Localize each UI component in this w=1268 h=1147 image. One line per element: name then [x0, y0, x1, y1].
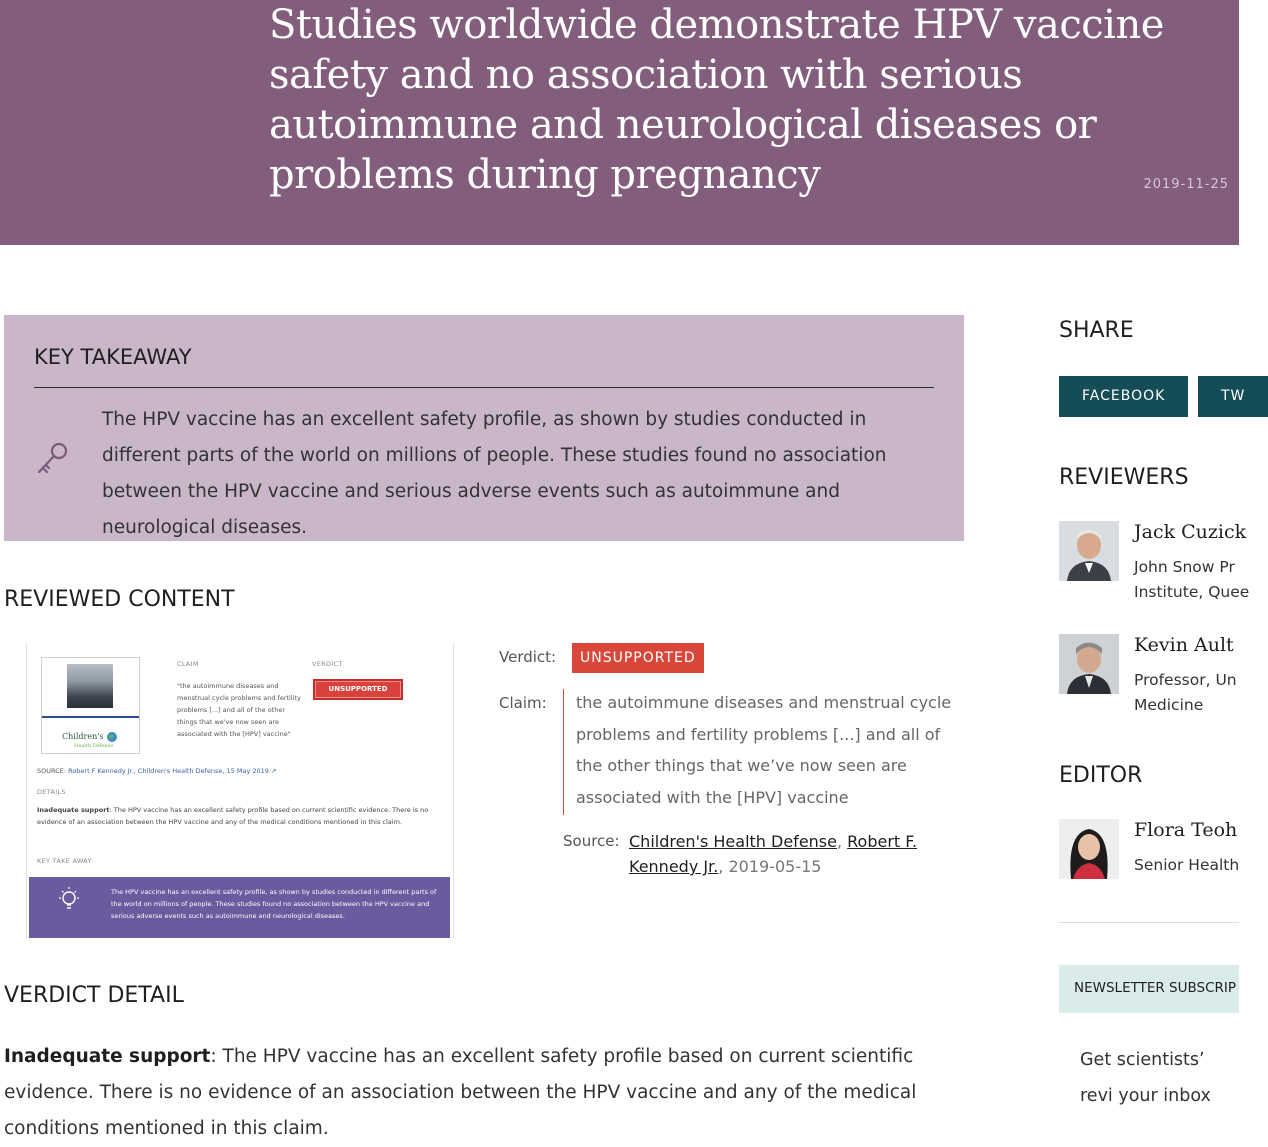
external-link-icon: ↗ — [271, 767, 277, 775]
article-date: 2019-11-25 — [1143, 177, 1229, 192]
thumb-details-bold: Inadequate support — [37, 806, 110, 814]
verdict-detail-bold: Inadequate support — [4, 1046, 211, 1067]
article-title: Studies worldwide demonstrate HPV vaccine safety and no association with serious autoimmune and neurological diseases or problems during pregnancy — [269, 2, 1164, 198]
source-date: , 2019-05-15 — [718, 857, 822, 876]
newsletter-description: Get scientists’ revi your inbox — [1080, 1050, 1211, 1106]
reviewer-avatar — [1059, 521, 1119, 581]
verdict-badge: UNSUPPORTED — [572, 643, 704, 673]
key-takeaway-text: The HPV vaccine has an excellent safety profile, as shown by studies conducted in different parts of the world on millions of people. These studies found no association between the HPV vaccine and serious adverse events such as autoimmune and neurological diseases. — [102, 409, 887, 538]
thumb-verdict-badge: UNSUPPORTED — [313, 679, 403, 700]
key-takeaway-heading: KEY TAKEAWAY — [34, 345, 192, 369]
claimant-photo — [67, 664, 113, 708]
globe-icon — [106, 731, 118, 743]
editor-heading: EDITOR — [1059, 763, 1143, 788]
thumb-banner-text: The HPV vaccine has an excellent safety profile, as shown by studies conducted in different parts of the world on millions of people. These studies found no association between the HPV vaccine and serious adverse events such as autoimmune and neurological diseases. — [111, 888, 437, 920]
divider — [42, 716, 139, 718]
key-takeaway-box — [4, 315, 964, 541]
thumb-key-takeaway-label: KEY TAKE AWAY — [37, 857, 92, 865]
source-logo — [62, 731, 118, 749]
newsletter-label: NEWSLETTER SUBSCRIP — [1074, 980, 1237, 996]
thumb-source-text: Robert F Kennedy Jr., Children's Health Defense, 15 May 2019 — [68, 767, 269, 775]
article-header — [0, 0, 1239, 245]
logo-subtext: Health Defense — [74, 743, 114, 749]
reviewer-role: John Snow Pr Institute, Quee — [1134, 558, 1250, 601]
reviewer-name[interactable]: Jack Cuzick — [1134, 521, 1247, 543]
facebook-share-button[interactable]: FACEBOOK — [1059, 376, 1188, 417]
claim-accent-bar — [563, 689, 564, 815]
divider — [1059, 922, 1239, 923]
lightbulb-icon — [57, 886, 81, 914]
verdict-detail-body: : The HPV vaccine has an excellent safety profile based on current scientific evidence. There is no evidence of an association between the HPV vaccine and any of the medical conditions mentioned in this claim. — [4, 1046, 917, 1139]
claim-text: the autoimmune diseases and menstrual cycle problems and fertility problems [...] and all of the other things that we’ve now seen are associated with the [HPV] vaccine — [576, 693, 952, 807]
thumb-source-label: SOURCE: — [37, 767, 67, 775]
share-heading: SHARE — [1059, 318, 1134, 343]
reviewers-heading: REVIEWERS — [1059, 465, 1189, 490]
editor-role: Senior Health — [1134, 856, 1240, 874]
claim-label: Claim: — [499, 694, 547, 712]
reviewer-avatar — [1059, 634, 1119, 694]
reviewer-role: Professor, Un Medicine — [1134, 671, 1237, 714]
thumb-verdict-label: VERDICT — [312, 660, 343, 668]
divider — [34, 387, 934, 388]
source-details: Children's Health Defense, Robert F. Kennedy Jr., 2019-05-15 — [629, 832, 917, 876]
source-person-link[interactable]: Robert F. Kennedy Jr. — [629, 832, 917, 876]
key-icon — [34, 439, 74, 479]
reviewed-content-thumbnail[interactable] — [26, 643, 454, 938]
thumb-details-label: DETAILS — [37, 788, 66, 796]
claimant-card — [41, 657, 140, 754]
editor-avatar — [1059, 819, 1119, 879]
thumb-claim-label: CLAIM — [177, 660, 199, 668]
thumb-source — [37, 767, 276, 775]
newsletter-subscribe-tab[interactable] — [1059, 965, 1239, 1013]
reviewer-name[interactable]: Kevin Ault — [1134, 634, 1234, 656]
logo-text: Children's — [62, 732, 104, 741]
verdict-detail-heading: VERDICT DETAIL — [4, 983, 184, 1008]
source-label: Source: — [563, 832, 620, 850]
verdict-detail-text — [4, 1039, 964, 1147]
verdict-label: Verdict: — [499, 648, 557, 666]
reviewed-content-heading: REVIEWED CONTENT — [4, 587, 235, 612]
twitter-share-button[interactable]: TW — [1198, 376, 1268, 417]
thumb-claim-text: "the autoimmune diseases and menstrual cycle problems and fertility problems [...] and all of the other things that we've now seen are associated with the [HPV] vaccine" — [177, 682, 301, 738]
thumb-key-takeaway-banner — [29, 877, 450, 938]
editor-name[interactable]: Flora Teoh — [1134, 819, 1238, 841]
thumb-details-body: : The HPV vaccine has an excellent safety profile based on current scientific evidence. There is no evidence of an association between the HPV vaccine and any of the medical conditions mentioned in this claim. — [37, 806, 429, 826]
source-org-link[interactable]: Children's Health Defense — [629, 832, 837, 851]
thumb-details-text — [37, 804, 437, 828]
